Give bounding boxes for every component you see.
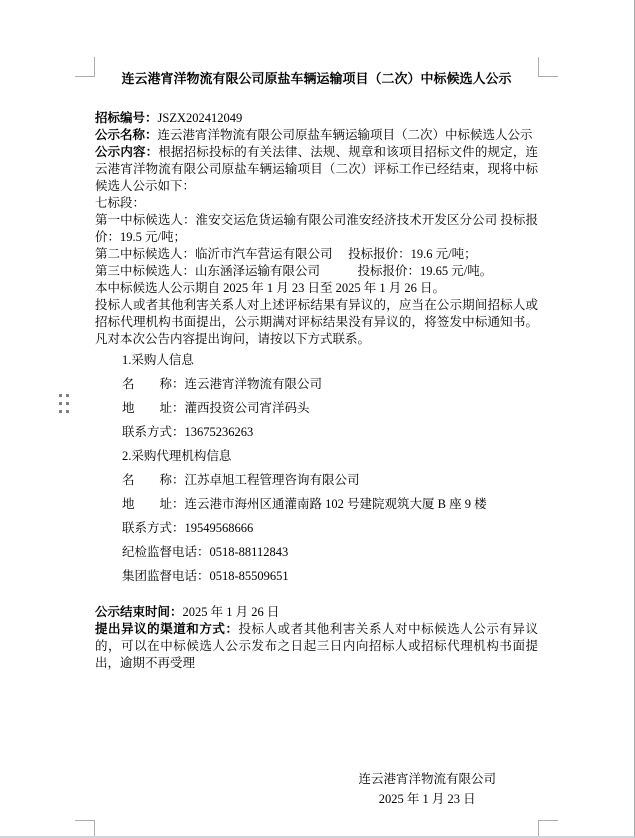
agency-group-phone: 集团监督电话：0518-85509651 [122, 569, 289, 583]
objection-note: 投标人或者其他利害关系人对上述评标结果有异议的，应当在公示期间招标人或招标代理机构书面提出，公示期满对评标结果没有异议的，将签发中标通知书。凡对本次公告内容提出询问，请按以下方式联系。 [95, 298, 538, 346]
dot [59, 394, 62, 397]
document-content [95, 70, 538, 809]
field-bid-number-label: 招标编号： [95, 111, 158, 125]
field-notice-content-label: 公示内容： [95, 145, 159, 159]
section-heading: 七标段： [95, 196, 146, 210]
drag-dots-icon [59, 394, 69, 413]
purchaser-address: 地 址：灌西投资公司宵洋码头 [122, 401, 310, 415]
agency-address: 地 址：连云港市海州区通灌南路 102 号建院观筑大厦 B 座 9 楼 [122, 497, 487, 511]
field-bid-number [95, 110, 538, 127]
candidate-third: 第三中标候选人：山东涵泽运输有限公司 投标报价：19.65 元/吨。 [95, 264, 493, 278]
dot [59, 402, 62, 405]
publicity-end-time-value: 2025 年 1 月 26 日 [182, 605, 280, 619]
publicity-end-time [95, 604, 538, 621]
dot [66, 402, 69, 405]
field-bid-number-value: JSZX202412049 [157, 111, 243, 125]
objection-channel-label: 提出异议的渠道和方式： [95, 622, 239, 636]
agency-discipline-phone: 纪检监督电话：0518-88112843 [122, 545, 289, 559]
objection-channel [95, 621, 538, 672]
purchaser-heading: 1.采购人信息 [122, 353, 194, 367]
field-notice-name-label: 公示名称： [95, 128, 158, 142]
agency-name: 名 称：江苏卓旭工程管理咨询有限公司 [122, 473, 360, 487]
field-notice-content-value: 根据招标投标的有关法律、法规、规章和该项目招标文件的规定，连云港宵洋物流有限公司原盐车辆运输项目（二次）评标工作已经结束，现将中标候选人公示如下： [95, 145, 538, 193]
agency-contact: 联系方式：19549568666 [122, 521, 254, 535]
signature-block [358, 769, 496, 809]
crop-mark-top-right-icon [538, 57, 558, 77]
document-title: 连云港宵洋物流有限公司原盐车辆运输项目（二次）中标候选人公示 [121, 71, 512, 86]
candidate-second: 第二中标候选人：临沂市汽车营运有限公司 投标报价：19.6 元/吨； [95, 247, 477, 261]
field-notice-name [95, 127, 538, 144]
publicity-period: 本中标候选人公示期自 2025 年 1 月 23 日至 2025 年 1 月 26 日。 [95, 281, 446, 295]
crop-mark-top-left-icon [75, 57, 95, 77]
field-notice-name-value: 连云港宵洋物流有限公司原盐车辆运输项目（二次）中标候选人公示 [157, 128, 533, 142]
signature-company: 连云港宵洋物流有限公司 [358, 772, 496, 786]
objection-channel-value: 投标人或者其他利害关系人对中标候选人公示有异议的，可以在中标候选人公示发布之日起三日内向招标人或招标代理机构书面提出，逾期不再受理 [95, 622, 538, 670]
candidate-first: 第一中标候选人：淮安交运危货运输有限公司淮安经济技术开发区分公司 投标报价：19.5 元/吨； [95, 213, 538, 244]
purchaser-contact: 联系方式：13675236263 [122, 425, 254, 439]
field-notice-content [95, 144, 538, 195]
purchaser-name: 名 称：连云港宵洋物流有限公司 [122, 377, 323, 391]
signature-date: 2025 年 1 月 23 日 [378, 792, 476, 806]
crop-mark-bottom-left-icon [75, 820, 95, 836]
dot [66, 410, 69, 413]
contact-info-section [95, 352, 538, 585]
dot [66, 394, 69, 397]
agency-heading: 2.采购代理机构信息 [122, 449, 232, 463]
dot [59, 410, 62, 413]
closing-section [95, 604, 538, 672]
publicity-end-time-label: 公示结束时间： [95, 605, 183, 619]
crop-mark-bottom-right-icon [538, 820, 558, 836]
